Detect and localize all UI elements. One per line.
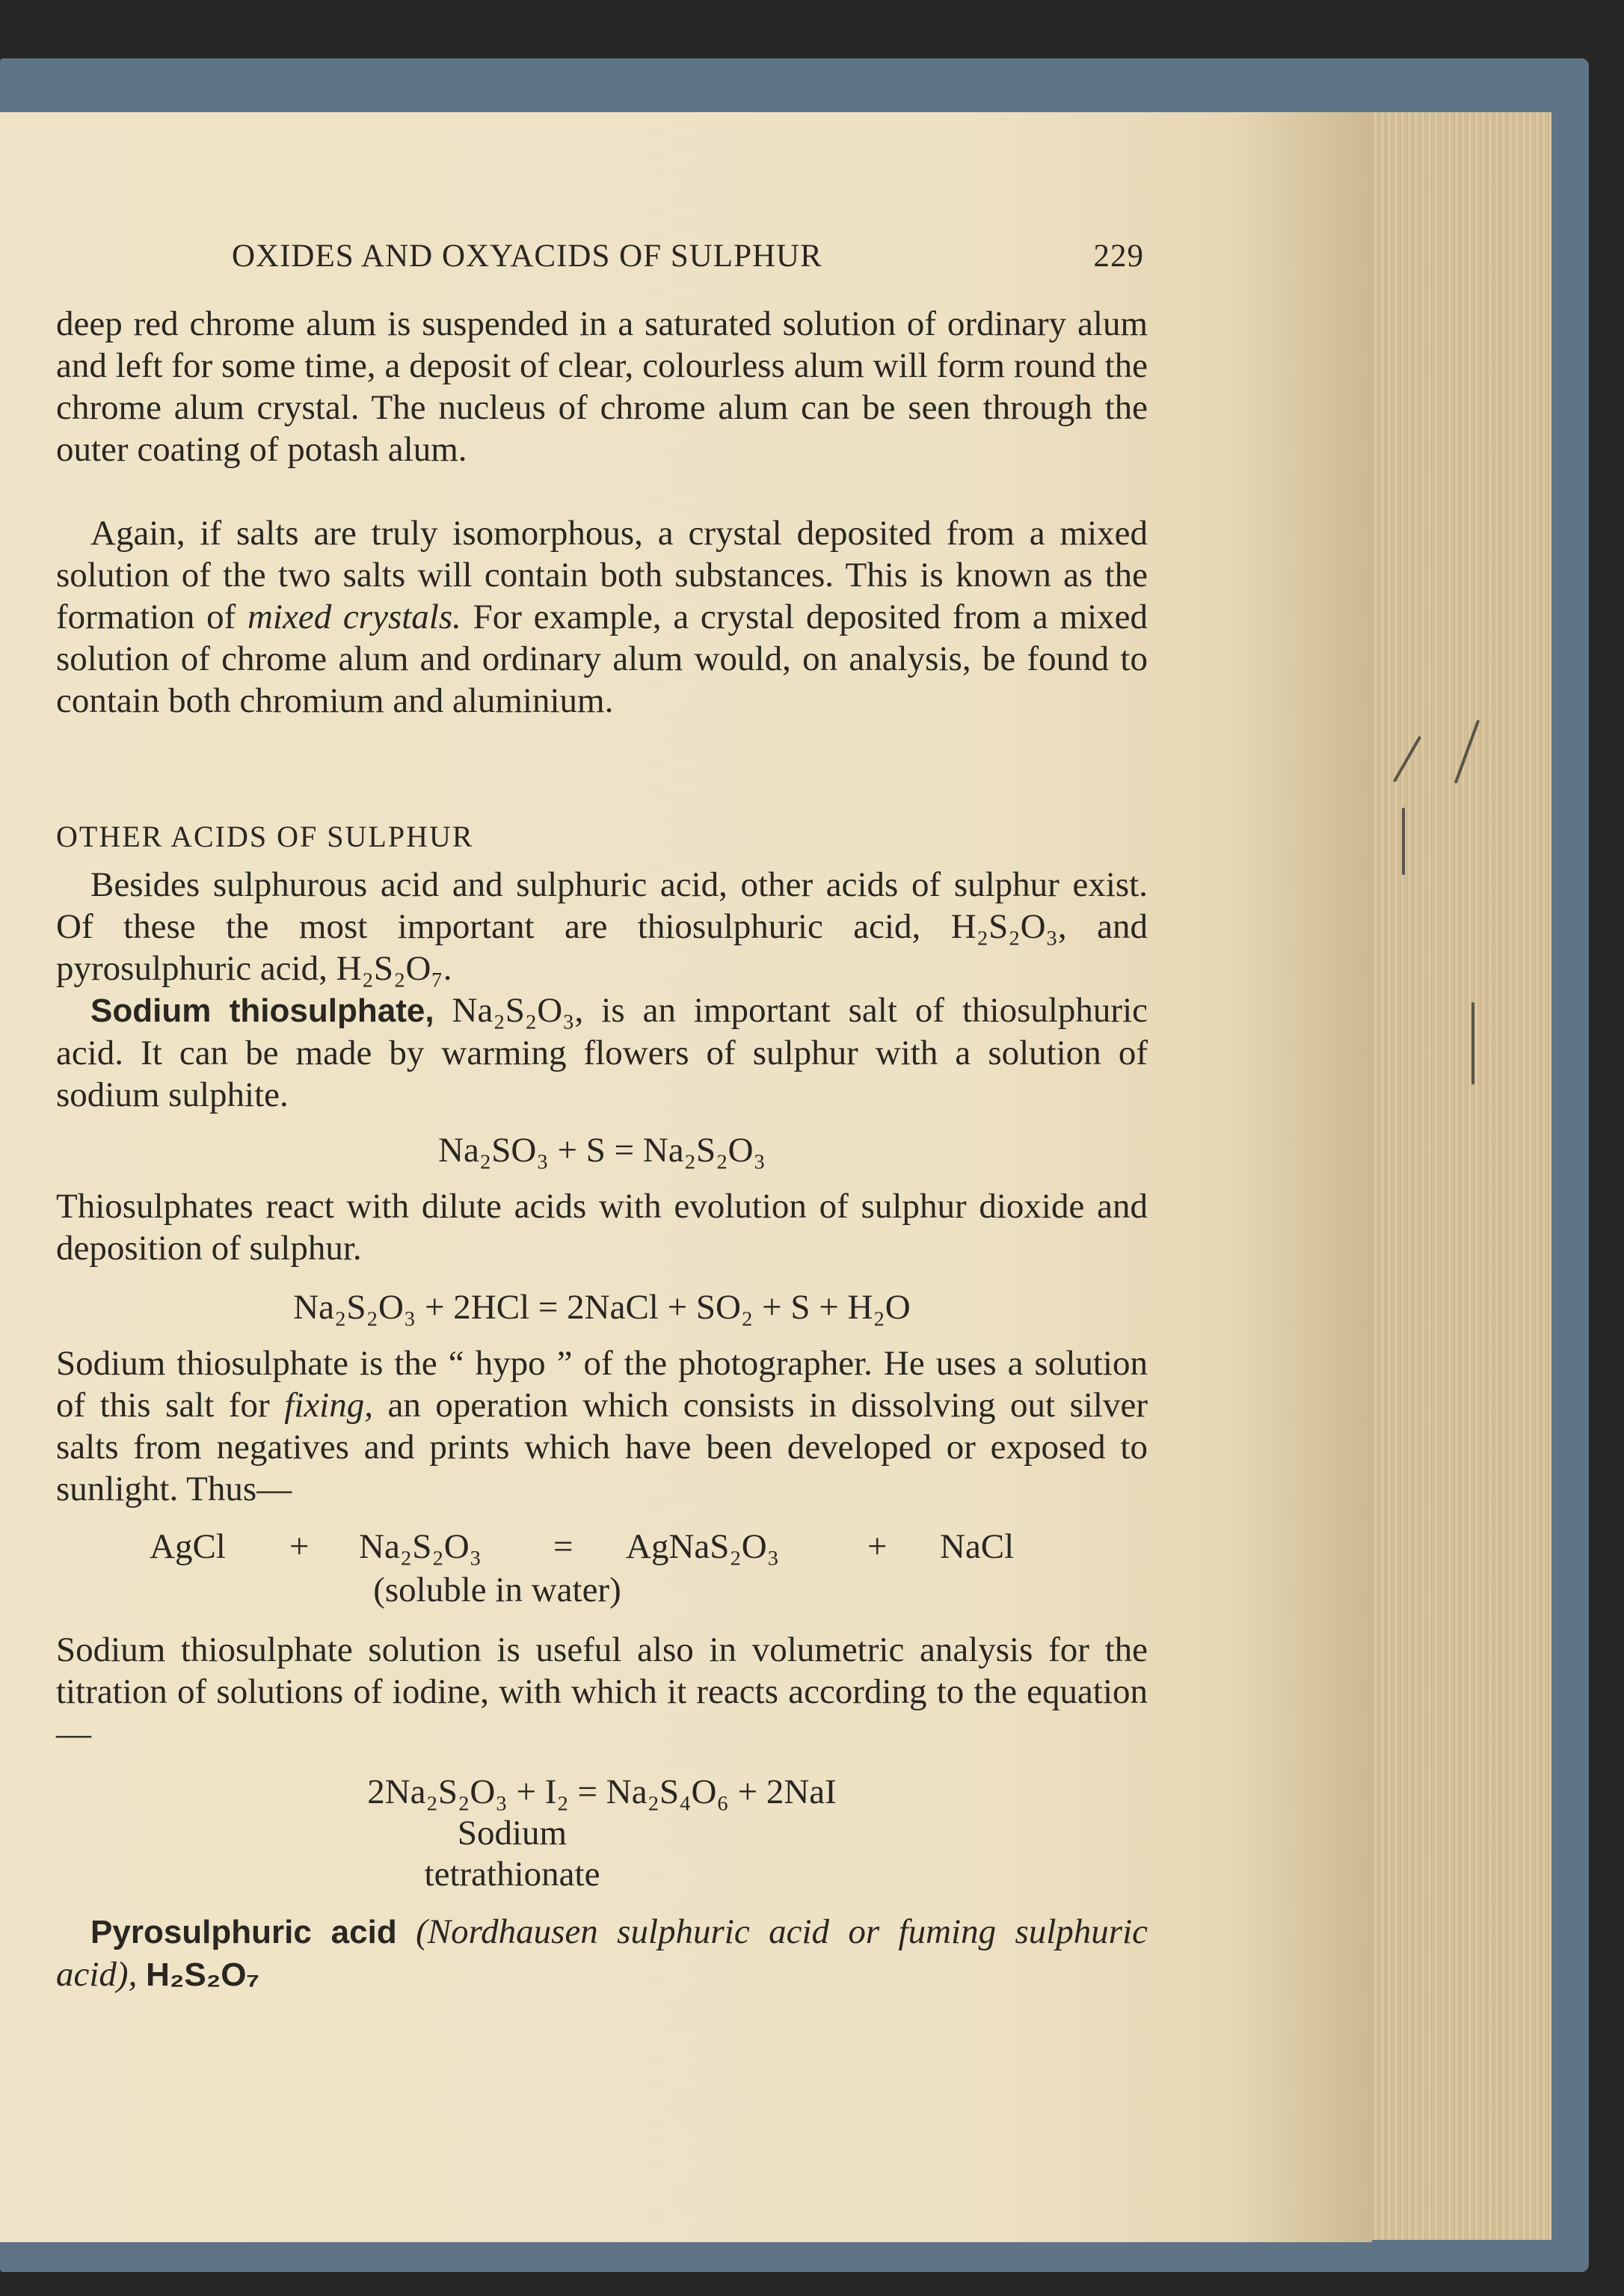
bold-term: Pyrosulphuric acid [90, 1914, 397, 1950]
eq3-reactant-2: Na₂S₂O₃ [359, 1527, 482, 1566]
equation-4: 2Na₂S₂O₃ + I₂ = Na₂S₄O₆ + 2NaI [367, 1772, 837, 1811]
equation-3-note: (soluble in water) [373, 1571, 621, 1609]
running-head-title: OXIDES AND OXYACIDS OF SULPHUR [232, 239, 822, 274]
page-number: 229 [1093, 239, 1144, 274]
bold-formula: H₂S₂O₇ [146, 1956, 260, 1993]
equation-1: Na₂SO₃ + S = Na₂S₂O₃ [438, 1131, 766, 1170]
italic-term: fixing, [284, 1386, 373, 1425]
paragraph-thiosulphates: Thiosulphates react with dilute acids with evolution of sulphur dioxide and deposition of sulphur. [56, 1187, 1148, 1268]
paragraph-pyrosulphuric [56, 1911, 1148, 1996]
eq3-product-2: NaCl [940, 1527, 1015, 1566]
eq3-plus: + [289, 1527, 310, 1566]
paragraph-text: an operation which consists in dissolving out silver salts from negatives and prints which have been developed or exposed to sunlight. Thus— [56, 1386, 1148, 1508]
equation-2: Na₂S₂O₃ + 2HCl = 2NaCl + SO₂ + S + H₂O [293, 1288, 911, 1327]
paragraph-text: For example, a crystal deposited from a mixed solution of chrome alum and ordinary alum would, on analysis, be found to contain both chromium and aluminium. [56, 598, 1148, 720]
section-heading: OTHER ACIDS OF SULPHUR [56, 820, 474, 853]
paragraph-hypo [56, 1342, 1148, 1510]
pencil-mark [1471, 1002, 1474, 1084]
paragraph-chrome-alum: deep red chrome alum is suspended in a saturated solution of ordinary alum and left for some time, a deposit of clear, colourless alum will form round the chrome alum crystal. The nucleus of chrome alum can be seen through the outer coating of potash alum. [56, 304, 1148, 469]
page-edges [1365, 112, 1551, 2240]
pencil-mark [1402, 808, 1405, 875]
eq3-plus: + [867, 1527, 888, 1566]
paragraph-other-acids: Besides sulphurous acid and sulphuric acid, other acids of sulphur exist. Of these the most important are thiosulphuric acid, H₂S₂O₃, and pyrosulphuric acid, H₂S₂O₇. [56, 865, 1148, 988]
paragraph-volumetric: Sodium thiosulphate solution is useful also in volumetric analysis for the titration of solutions of iodine, with which it reacts according to the equation— [56, 1630, 1148, 1753]
equation-4-note: tetrathionate [424, 1855, 600, 1894]
paragraph-mixed-crystals [56, 512, 1148, 722]
paragraph-sodium-thiosulphate [56, 989, 1148, 1116]
eq3-reactant-1: AgCl [150, 1527, 226, 1566]
paragraph-text: Again, if salts are truly isomorphous, a crystal deposited from a mixed solution of the two salts will contain both substances. This is known as the formation of [56, 514, 1148, 636]
paragraph-text: Sodium thiosulphate is the “ hypo ” of the photographer. He uses a solution of this salt for [56, 1344, 1148, 1425]
italic-term: mixed crystals. [247, 598, 461, 636]
eq3-product-1: AgNaS₂O₃ [626, 1527, 780, 1566]
italic-term: (Nordhausen sulphuric acid or fuming sulphuric acid), [56, 1912, 1148, 1994]
bold-term: Sodium thiosulphate, [90, 992, 434, 1029]
paragraph-text: Na₂S₂O₃, is an important salt of thiosulphuric acid. It can be made by warming flowers of sulphur with a solution of sodium sulphite. [56, 991, 1148, 1114]
equation-4-note: Sodium [457, 1814, 568, 1853]
eq3-equals: = [553, 1527, 573, 1566]
